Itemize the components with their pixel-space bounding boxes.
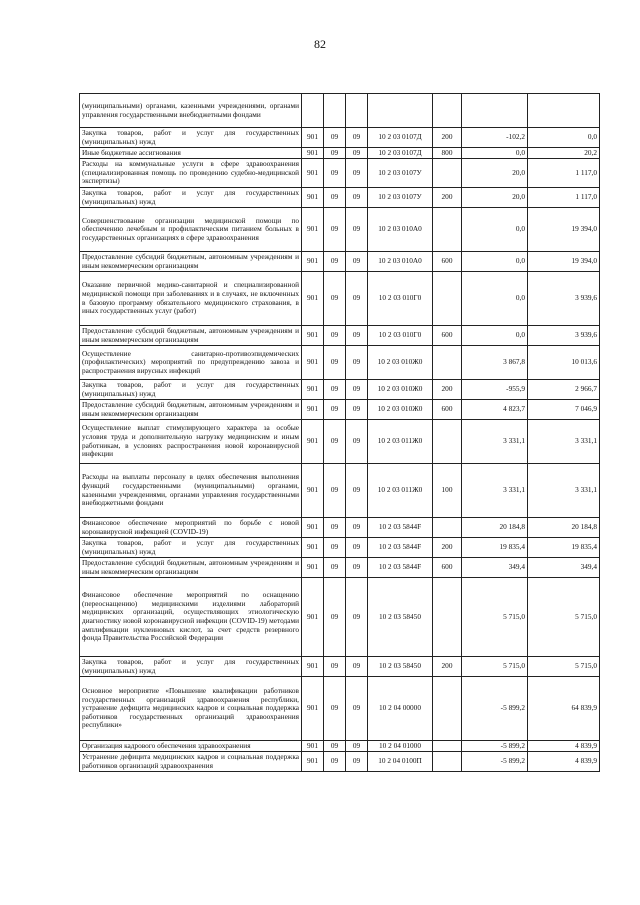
table-row (80, 346, 600, 380)
row-ministry-code (302, 94, 324, 128)
row-name: Предоставление субсидий бюджетным, автономным учреждениям и иным некоммерческим организациям (80, 326, 302, 346)
table-row (80, 420, 600, 464)
row-amount-total: 3 939,6 (528, 272, 600, 326)
row-amount-total: 10 013,6 (528, 346, 600, 380)
table-row (80, 752, 600, 772)
row-amount-total: 3 939,6 (528, 326, 600, 346)
row-amount-total: 19 835,4 (528, 538, 600, 558)
row-ministry-code: 901 (302, 578, 324, 657)
row-name: Совершенствование организации медицинской помощи по обеспечению лечебным и профилактическим питанием больных в государственных организациях в сфере здравоохранения (80, 208, 302, 252)
row-amount-total: 2 966,7 (528, 380, 600, 400)
row-subsection-code: 09 (346, 272, 368, 326)
row-target-code: 10 2 03 010Ж0 (368, 346, 433, 380)
row-expense-type (433, 677, 462, 741)
row-subsection-code: 09 (346, 538, 368, 558)
row-ministry-code: 901 (302, 272, 324, 326)
row-subsection-code: 09 (346, 380, 368, 400)
row-amount-change: 20,0 (462, 188, 528, 208)
table-row (80, 741, 600, 752)
row-ministry-code: 901 (302, 464, 324, 518)
row-name: Осуществление санитарно-противоэпидемических (профилактических) мероприятий по предупреждению завоза и распространения вирусных инфекций (80, 346, 302, 380)
table-row (80, 252, 600, 272)
row-amount-total: 19 394,0 (528, 208, 600, 252)
table-row (80, 677, 600, 741)
row-target-code: 10 2 03 010Г0 (368, 272, 433, 326)
row-ministry-code: 901 (302, 208, 324, 252)
table-row (80, 464, 600, 518)
row-amount-total: 4 839,9 (528, 752, 600, 772)
row-ministry-code: 901 (302, 346, 324, 380)
row-ministry-code: 901 (302, 400, 324, 420)
row-subsection-code: 09 (346, 128, 368, 148)
row-section-code: 09 (324, 677, 346, 741)
row-subsection-code: 09 (346, 677, 368, 741)
row-subsection-code: 09 (346, 741, 368, 752)
table-row (80, 94, 600, 128)
row-amount-change: 0,0 (462, 252, 528, 272)
row-expense-type (433, 94, 462, 128)
row-subsection-code: 09 (346, 558, 368, 578)
row-amount-change: 0,0 (462, 272, 528, 326)
table-row (80, 326, 600, 346)
row-expense-type: 100 (433, 464, 462, 518)
row-amount-total: 3 331,1 (528, 420, 600, 464)
row-amount-total: 0,0 (528, 128, 600, 148)
row-subsection-code: 09 (346, 188, 368, 208)
row-amount-change: 3 867,8 (462, 346, 528, 380)
row-ministry-code: 901 (302, 159, 324, 188)
row-amount-change: 20,0 (462, 159, 528, 188)
row-amount-change (462, 94, 528, 128)
row-name: Расходы на выплаты персоналу в целях обеспечения выполнения функций государственными (муниципальными) органами, казенными учреждениями, органами управления государственными внебюджетными фондами (80, 464, 302, 518)
row-expense-type: 200 (433, 128, 462, 148)
row-section-code: 09 (324, 752, 346, 772)
row-name: (муниципальными) органами, казенными учреждениями, органами управления государственными внебюджетными фондами (80, 94, 302, 128)
row-target-code: 10 2 03 58450 (368, 578, 433, 657)
row-target-code: 10 2 03 011Ж0 (368, 464, 433, 518)
row-section-code: 09 (324, 741, 346, 752)
row-subsection-code: 09 (346, 159, 368, 188)
row-ministry-code: 901 (302, 677, 324, 741)
row-expense-type (433, 752, 462, 772)
row-section-code: 09 (324, 400, 346, 420)
row-name: Финансовое обеспечение мероприятий по борьбе с новой коронавирусной инфекцией (COVID-19) (80, 518, 302, 538)
row-target-code: 10 2 04 00000 (368, 677, 433, 741)
row-target-code: 10 2 03 5844F (368, 518, 433, 538)
row-amount-total: 64 839,9 (528, 677, 600, 741)
row-subsection-code: 09 (346, 578, 368, 657)
row-amount-change: 5 715,0 (462, 578, 528, 657)
row-section-code: 09 (324, 558, 346, 578)
row-ministry-code: 901 (302, 518, 324, 538)
row-section-code: 09 (324, 208, 346, 252)
row-amount-total: 4 839,9 (528, 741, 600, 752)
row-section-code: 09 (324, 272, 346, 326)
table-row (80, 188, 600, 208)
row-section-code: 09 (324, 538, 346, 558)
row-ministry-code: 901 (302, 752, 324, 772)
row-amount-total: 7 046,9 (528, 400, 600, 420)
row-amount-change: -5 899,2 (462, 752, 528, 772)
row-name: Осуществление выплат стимулирующего характера за особые условия труда и дополнительную нагрузку медицинским и иным работникам, в условиях распространения новой коронавирусной инфекции (80, 420, 302, 464)
row-name: Устранение дефицита медицинских кадров и социальная поддержка работников организаций здравоохранения (80, 752, 302, 772)
row-section-code (324, 94, 346, 128)
row-amount-change: 0,0 (462, 208, 528, 252)
row-amount-change: 0,0 (462, 148, 528, 159)
row-ministry-code: 901 (302, 538, 324, 558)
row-ministry-code: 901 (302, 380, 324, 400)
row-subsection-code: 09 (346, 400, 368, 420)
row-name: Предоставление субсидий бюджетным, автономным учреждениям и иным некоммерческим организациям (80, 558, 302, 578)
row-name: Предоставление субсидий бюджетным, автономным учреждениям и иным некоммерческим организациям (80, 400, 302, 420)
row-expense-type (433, 420, 462, 464)
row-amount-total (528, 94, 600, 128)
row-name: Предоставление субсидий бюджетным, автономным учреждениям и иным некоммерческим организациям (80, 252, 302, 272)
row-name: Оказание первичной медико-санитарной и специализированной медицинской помощи при заболеваниях и в случаях, не включенных в базовую программу обязательного медицинского страхования, в иных государственных услуг (работ) (80, 272, 302, 326)
row-ministry-code: 901 (302, 420, 324, 464)
row-subsection-code: 09 (346, 148, 368, 159)
table-row (80, 128, 600, 148)
row-section-code: 09 (324, 518, 346, 538)
row-amount-total: 20 184,8 (528, 518, 600, 538)
row-ministry-code: 901 (302, 148, 324, 159)
row-amount-total: 1 117,0 (528, 188, 600, 208)
row-amount-total: 1 117,0 (528, 159, 600, 188)
row-subsection-code: 09 (346, 518, 368, 538)
row-subsection-code: 09 (346, 326, 368, 346)
row-expense-type (433, 159, 462, 188)
row-ministry-code: 901 (302, 741, 324, 752)
row-subsection-code: 09 (346, 752, 368, 772)
row-target-code: 10 2 03 0107У (368, 159, 433, 188)
row-ministry-code: 901 (302, 188, 324, 208)
row-section-code: 09 (324, 148, 346, 159)
row-expense-type (433, 346, 462, 380)
row-section-code: 09 (324, 464, 346, 518)
row-amount-change: 3 331,1 (462, 464, 528, 518)
row-expense-type (433, 741, 462, 752)
row-target-code: 10 2 03 011Ж0 (368, 420, 433, 464)
row-name: Закупка товаров, работ и услуг для государственных (муниципальных) нужд (80, 538, 302, 558)
row-subsection-code (346, 94, 368, 128)
table-row (80, 380, 600, 400)
row-expense-type: 800 (433, 148, 462, 159)
row-amount-change: 19 835,4 (462, 538, 528, 558)
row-amount-total: 20,2 (528, 148, 600, 159)
row-amount-change: 3 331,1 (462, 420, 528, 464)
row-amount-change: -5 899,2 (462, 677, 528, 741)
row-expense-type: 200 (433, 380, 462, 400)
row-expense-type (433, 518, 462, 538)
row-target-code: 10 2 03 010Ж0 (368, 400, 433, 420)
row-expense-type (433, 208, 462, 252)
row-subsection-code: 09 (346, 346, 368, 380)
row-expense-type: 600 (433, 326, 462, 346)
row-amount-total: 349,4 (528, 558, 600, 578)
row-ministry-code: 901 (302, 657, 324, 677)
row-name: Закупка товаров, работ и услуг для государственных (муниципальных) нужд (80, 657, 302, 677)
row-amount-total: 3 331,1 (528, 464, 600, 518)
row-expense-type: 200 (433, 538, 462, 558)
table-row (80, 518, 600, 538)
row-ministry-code: 901 (302, 128, 324, 148)
table-row (80, 538, 600, 558)
row-section-code: 09 (324, 420, 346, 464)
row-target-code: 10 2 03 58450 (368, 657, 433, 677)
row-section-code: 09 (324, 188, 346, 208)
row-ministry-code: 901 (302, 252, 324, 272)
table-row (80, 578, 600, 657)
row-target-code: 10 2 04 0100П (368, 752, 433, 772)
row-expense-type: 600 (433, 558, 462, 578)
row-expense-type (433, 272, 462, 326)
row-name: Основное мероприятие «Повышение квалификации работников государственных организаций здравоохранения республики, устранение дефицита медицинских кадров и социальная поддержка работников государственных организаций здравоохранения республики» (80, 677, 302, 741)
row-subsection-code: 09 (346, 464, 368, 518)
row-ministry-code: 901 (302, 326, 324, 346)
row-amount-change: 20 184,8 (462, 518, 528, 538)
row-amount-change: 349,4 (462, 558, 528, 578)
row-name: Финансовое обеспечение мероприятий по оснащению (переоснащению) медицинскими изделиями лабораторий медицинских организаций, осуществляющих этиологическую диагностику новой коронавирусной инфекции (COVID-19) методами амплификации нуклеиновых кислот, за счет средств резервного фонда Правительства Российской Федерации (80, 578, 302, 657)
row-section-code: 09 (324, 346, 346, 380)
row-target-code: 10 2 03 0107Д (368, 148, 433, 159)
row-amount-total: 5 715,0 (528, 578, 600, 657)
row-name: Закупка товаров, работ и услуг для государственных (муниципальных) нужд (80, 128, 302, 148)
row-name: Расходы на коммунальные услуги в сфере здравоохранения (специализированная помощь по проведению судебно-медицинской экспертизы) (80, 159, 302, 188)
row-name: Закупка товаров, работ и услуг для государственных (муниципальных) нужд (80, 380, 302, 400)
row-name: Организация кадрового обеспечения здравоохранения (80, 741, 302, 752)
row-target-code: 10 2 03 010А0 (368, 252, 433, 272)
table-row (80, 657, 600, 677)
table-row (80, 400, 600, 420)
page-number: 82 (314, 37, 326, 51)
row-amount-change: -102,2 (462, 128, 528, 148)
table-row (80, 148, 600, 159)
row-amount-total: 5 715,0 (528, 657, 600, 677)
row-section-code: 09 (324, 159, 346, 188)
row-ministry-code: 901 (302, 558, 324, 578)
table-row (80, 159, 600, 188)
row-amount-change: 0,0 (462, 326, 528, 346)
row-subsection-code: 09 (346, 252, 368, 272)
budget-table-body (80, 94, 600, 772)
table-row (80, 208, 600, 252)
row-target-code: 10 2 04 01000 (368, 741, 433, 752)
row-subsection-code: 09 (346, 420, 368, 464)
row-subsection-code: 09 (346, 657, 368, 677)
row-target-code: 10 2 03 010Г0 (368, 326, 433, 346)
row-target-code (368, 94, 433, 128)
row-expense-type: 600 (433, 400, 462, 420)
row-section-code: 09 (324, 578, 346, 657)
row-amount-change: 4 823,7 (462, 400, 528, 420)
row-section-code: 09 (324, 380, 346, 400)
row-target-code: 10 2 03 0107У (368, 188, 433, 208)
row-target-code: 10 2 03 5844F (368, 538, 433, 558)
row-amount-total: 19 394,0 (528, 252, 600, 272)
row-name: Иные бюджетные ассигнования (80, 148, 302, 159)
row-target-code: 10 2 03 0107Д (368, 128, 433, 148)
row-expense-type: 600 (433, 252, 462, 272)
table-row (80, 558, 600, 578)
row-name: Закупка товаров, работ и услуг для государственных (муниципальных) нужд (80, 188, 302, 208)
row-target-code: 10 2 03 5844F (368, 558, 433, 578)
row-expense-type: 200 (433, 188, 462, 208)
row-amount-change: -5 899,2 (462, 741, 528, 752)
row-subsection-code: 09 (346, 208, 368, 252)
table-row (80, 272, 600, 326)
row-amount-change: 5 715,0 (462, 657, 528, 677)
row-target-code: 10 2 03 010Ж0 (368, 380, 433, 400)
row-section-code: 09 (324, 326, 346, 346)
budget-table (79, 93, 600, 772)
row-amount-change: -955,9 (462, 380, 528, 400)
row-section-code: 09 (324, 128, 346, 148)
row-expense-type: 200 (433, 657, 462, 677)
row-expense-type (433, 578, 462, 657)
row-section-code: 09 (324, 657, 346, 677)
row-target-code: 10 2 03 010А0 (368, 208, 433, 252)
row-section-code: 09 (324, 252, 346, 272)
